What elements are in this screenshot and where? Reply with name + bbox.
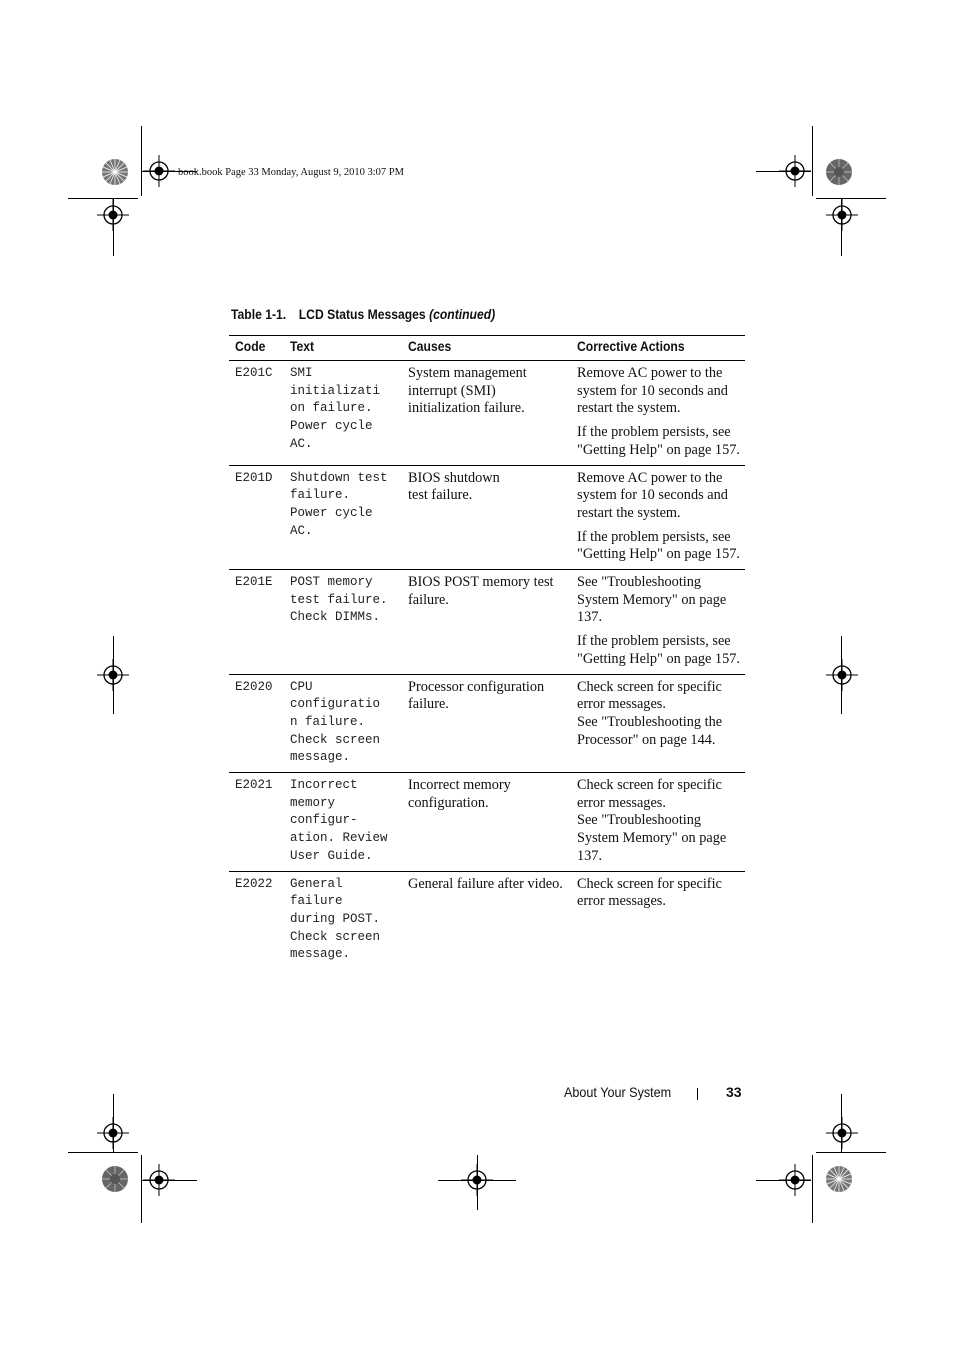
sunburst-mark-icon: [101, 1165, 129, 1193]
table-caption-title: LCD Status Messages: [298, 307, 430, 322]
crop-line: [141, 1155, 142, 1223]
corrective-action-paragraph: If the problem persists, see "Getting Help" on page 157.: [577, 528, 740, 563]
cell-corrective-actions: [571, 570, 745, 675]
corrective-action-paragraph: If the problem persists, see "Getting Help" on page 157.: [577, 424, 740, 458]
registration-mark-icon: [826, 659, 858, 691]
table-row: [229, 465, 745, 570]
crop-line: [812, 1155, 813, 1223]
footer-section-label: About Your System: [564, 1084, 672, 1100]
file-stamp: book.book Page 33 Monday, August 9, 2010 3:07 PM: [178, 167, 404, 178]
corrective-action-paragraph: See "Troubleshooting System Memory" on page 137.: [577, 574, 727, 626]
corrective-action-paragraph: Remove AC power to the system for 10 seconds and restart the system.: [577, 365, 728, 417]
corrective-action-paragraph: Check screen for specific error messages.: [577, 875, 722, 910]
column-header-corrective-actions: Corrective Actions: [571, 336, 745, 361]
cell-text: Shutdown test failure. Power cycle AC.: [284, 465, 402, 570]
table-body: [229, 361, 745, 970]
table-caption-continued: (continued): [429, 307, 496, 322]
cell-code: E2020: [229, 674, 284, 773]
crop-line: [816, 1152, 886, 1153]
corrective-action-paragraph: Check screen for specific error messages. See "Troubleshooting System Memory" on page 137.: [577, 777, 727, 864]
footer-separator: [697, 1088, 698, 1100]
column-header-code: Code: [229, 336, 284, 361]
page-number: 33: [726, 1084, 742, 1100]
cell-code: E2021: [229, 773, 284, 872]
registration-mark-icon: [97, 659, 129, 691]
cell-text: CPU configuratio n failure. Check screen message.: [284, 674, 402, 773]
lcd-status-table: [229, 335, 745, 969]
sunburst-mark-icon: [825, 158, 853, 186]
cell-corrective-actions: [571, 674, 745, 773]
registration-mark-icon: [143, 1164, 175, 1196]
registration-mark-icon: [97, 199, 129, 231]
table-caption: [231, 307, 495, 322]
cell-causes: BIOS shutdown test failure.: [402, 465, 571, 570]
crop-line: [812, 126, 813, 196]
cell-causes: System management interrupt (SMI) initialization failure.: [402, 361, 571, 466]
registration-mark-icon: [826, 199, 858, 231]
cell-corrective-actions: [571, 871, 745, 969]
cell-text: POST memory test failure. Check DIMMs.: [284, 570, 402, 675]
table-row: [229, 871, 745, 969]
cell-causes: BIOS POST memory test failure.: [402, 570, 571, 675]
cell-text: SMI initializati on failure. Power cycle AC.: [284, 361, 402, 466]
cell-code: E2022: [235, 876, 273, 891]
table-row: [229, 773, 745, 872]
registration-mark-icon: [461, 1164, 493, 1196]
cell-corrective-actions: [571, 465, 745, 570]
crop-line: [141, 126, 142, 196]
cell-corrective-actions: [571, 361, 745, 466]
table-row: [229, 361, 745, 466]
corrective-action-paragraph: If the problem persists, see "Getting Help" on page 157.: [577, 633, 740, 667]
cell-code: E201C: [229, 361, 284, 466]
cell-code: E201E: [229, 570, 284, 675]
corrective-action-paragraph: Remove AC power to the system for 10 seconds and restart the system.: [577, 469, 728, 521]
column-header-causes: Causes: [402, 336, 571, 361]
table-header-row: [229, 336, 745, 361]
column-header-text: Text: [284, 336, 402, 361]
cell-causes: Processor configuration failure.: [402, 674, 571, 773]
cell-causes: General failure after video.: [408, 875, 563, 892]
registration-mark-icon: [143, 155, 175, 187]
cell-text: General failure during POST. Check screen message.: [290, 876, 381, 962]
sunburst-mark-icon: [101, 158, 129, 186]
cell-code: E201D: [229, 465, 284, 570]
cell-text: Incorrect memory configur- ation. Review User Guide.: [284, 773, 402, 872]
crop-line: [68, 1152, 138, 1153]
table-row: [229, 570, 745, 675]
table-caption-number: Table 1-1.: [231, 307, 287, 322]
sunburst-mark-icon: [825, 1165, 853, 1193]
cell-corrective-actions: [571, 773, 745, 872]
registration-mark-icon: [779, 155, 811, 187]
registration-mark-icon: [97, 1117, 129, 1149]
registration-mark-icon: [826, 1117, 858, 1149]
cell-causes: Incorrect memory configuration.: [402, 773, 571, 872]
corrective-action-paragraph: Check screen for specific error messages. See "Troubleshooting the Processor" on page 144.: [577, 678, 723, 748]
table-row: [229, 674, 745, 773]
registration-mark-icon: [779, 1164, 811, 1196]
